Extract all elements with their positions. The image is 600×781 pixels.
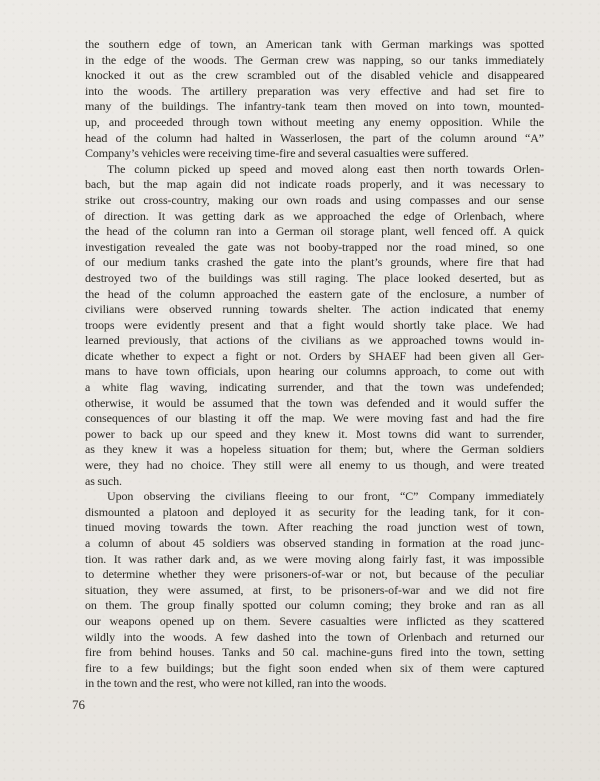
text-line: as such. [85, 473, 122, 488]
text-line: the head of the column approached the eastern gate of the enclosure, a number of [85, 286, 544, 301]
text-line: dismounted a platoon and deployed it as security for the leading tank, for it con- [85, 504, 544, 519]
text-line: troops were evidently present and that a fight would shortly take place. We had [85, 317, 544, 332]
text-line: tion. It was rather dark and, as we were moving along fairly fast, it was impossible [85, 551, 544, 566]
text-line: The column picked up speed and moved along east then north towards Orlen- [107, 161, 544, 176]
text-line: knocked it out as the crew scrambled out of the disabled vehicle and disappeared [85, 68, 544, 83]
text-line: into the woods. The artillery preparation was very effective and had set fire to [85, 83, 544, 98]
text-line: a column of about 45 soldiers was observed standing in formation at the road junc- [85, 536, 544, 550]
text-line: the head of the column ran into a German oil storage plant, well fenced off. A quick [85, 224, 544, 239]
text-line: strike out cross-country, making our own roads and using compasses and our sense [85, 192, 544, 207]
page-number: 76 [72, 697, 85, 712]
text-line: wildly into the woods. A few dashed into the town of Orlenbach and returned our [85, 629, 544, 644]
text-line: many of the buildings. The infantry-tank team then moved on into town, mounted- [85, 99, 544, 114]
body-text [85, 37, 544, 692]
text-line: of direction. It was getting dark as we approached the edge of Orlenbach, where [85, 208, 544, 223]
text-line: bach, but the map again did not indicate roads properly, and it was necessary to [85, 177, 544, 192]
text-line: of our medium tanks crashed the gate into the plant’s grounds, where fire that had [85, 255, 544, 270]
text-line: otherwise, it would be assumed that the town was defended and it would suffer the [85, 395, 544, 410]
text-line: investigation revealed the gate was not booby-trapped nor the road mined, so one [85, 239, 544, 254]
text-line: up, and proceeded through town without meeting any enemy opposition. While the [85, 114, 544, 129]
text-line: to determine whether they were prisoners-of-war or not, but because of the peculiar [85, 567, 544, 582]
text-line: consequences of our blasting it off the map. We were moving fast and had the fire [85, 411, 544, 426]
text-line: learned previously, that actions of the civilians as we approached towns would in- [85, 333, 544, 348]
text-line: were, they had no choice. They still were all enemy to us though, and were treated [85, 458, 544, 473]
text-line: Company’s vehicles were receiving time-fire and several casualties were suffered. [85, 146, 469, 161]
text-line: fire to a few buildings; but the fight soon ended when six of them were captured [85, 660, 544, 675]
text-line: civilians were observed running towards shelter. The action indicated that enemy [85, 302, 544, 317]
text-line: situation, they were assumed, at first, to be prisoners-of-war and we did not fire [85, 582, 544, 597]
text-line: the southern edge of town, an American tank with German markings was spotted [85, 37, 544, 51]
text-line: in the edge of the woods. The German crew was napping, so our tanks immediately [85, 52, 544, 67]
text-line: power to back up our speed and they knew it. Most towns did want to surrender, [85, 426, 544, 441]
text-line: dicate whether to expect a fight or not. Orders by SHAEF had been given all Ger- [85, 348, 544, 363]
text-line: in the town and the rest, who were not killed, ran into the woods. [85, 676, 387, 691]
text-line: fire from behind houses. Tanks and 50 cal. machine-guns fired into the town, setting [85, 645, 544, 660]
text-line: mans to have town officials, upon hearing our columns approach, to come out with [85, 364, 544, 379]
text-line: destroyed two of the buildings was still raging. The place looked deserted, but as [85, 270, 544, 285]
text-line: as they knew it was a hopeless situation for them; but, where the German soldiers [85, 442, 544, 457]
text-line: on them. The group finally spotted our column coming; they broke and ran as all [85, 598, 544, 613]
text-line: head of the column had halted in Wasserlosen, the part of the column around “A” [85, 130, 544, 145]
text-line: Upon observing the civilians fleeing to our front, “C” Company immediately [107, 489, 544, 504]
text-line: a white flag waving, indicating surrender, and that the town was undefended; [85, 380, 544, 395]
text-line: tinued moving towards the town. After reaching the road junction west of town, [85, 520, 544, 535]
text-line: our weapons opened up on them. Severe casualties were inflicted as they scattered [85, 613, 544, 628]
